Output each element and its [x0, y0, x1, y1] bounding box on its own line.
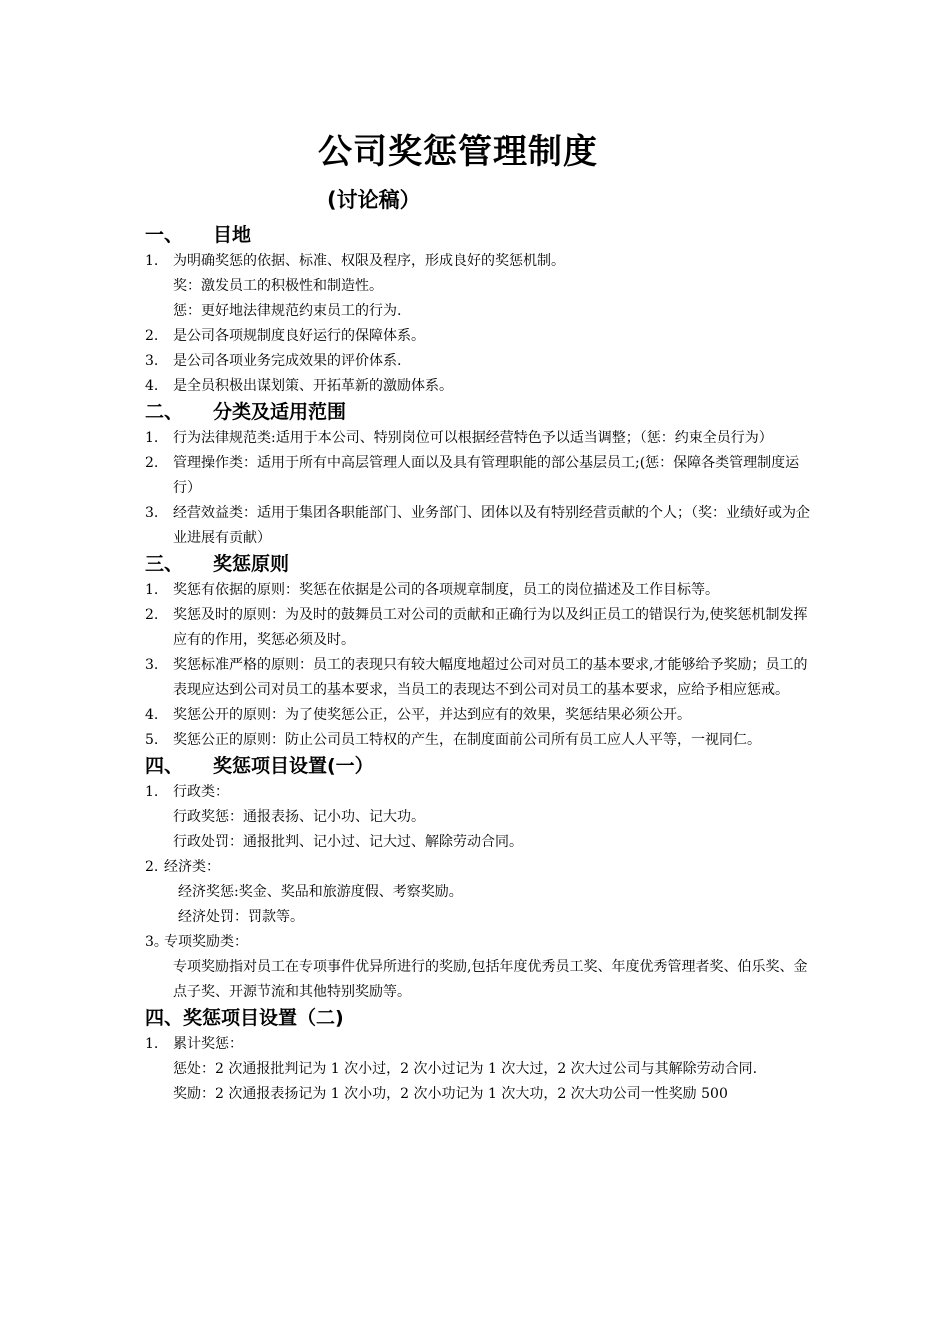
list-item: 3。专项奖励类： — [145, 934, 248, 950]
list-item: 2. 管理操作类：适用于所有中高层管理人面以及具有管理职能的部公基层员工;(惩：保障各类管理制度运行） — [145, 455, 800, 496]
list-subitem: 惩：更好地法律规范约束员工的行为. — [173, 303, 402, 319]
list-subitem: 专项奖励指对员工在专项事件优异所进行的奖励,包括年度优秀员工奖、年度优秀管理者奖、伯乐奖、金点子奖、开源节流和其他特别奖励等。 — [173, 959, 808, 1000]
list-item: 3. 奖惩标准严格的原则：员工的表现只有较大幅度地超过公司对员工的基本要求,才能够给予奖励；员工的表现应达到公司对员工的基本要求，当员工的表现达不到公司对员工的基本要求，应给予相应惩戒。 — [145, 657, 808, 698]
list-item: 3. 是公司各项业务完成效果的评价体系. — [145, 353, 402, 369]
list-subitem: 经济奖惩:奖金、奖品和旅游度假、考察奖励。 — [178, 884, 463, 900]
document-subtitle: (讨论稿） — [327, 188, 421, 212]
list-item: 4. 奖惩公开的原则：为了使奖惩公正，公平，并达到应有的效果，奖惩结果必须公开。 — [145, 707, 691, 723]
section-heading-principles: 三、 奖惩原则 — [145, 553, 290, 575]
list-subitem: 行政奖惩：通报表扬、记小功、记大功。 — [173, 809, 425, 825]
list-subitem: 奖励：2 次通报表扬记为 1 次小功，2 次小功记为 1 次大功，2 次大功公司一性奖励 500 — [173, 1086, 728, 1102]
list-subitem: 奖：激发员工的积极性和制造性。 — [173, 278, 383, 294]
list-item: 4. 是全员积极出谋划策、开拓革新的激励体系。 — [145, 378, 453, 394]
section-heading-purpose: 一、 目地 — [145, 224, 252, 246]
list-item: 1. 奖惩有依据的原则：奖惩在依据是公司的各项规章制度，员工的岗位描述及工作目标等。 — [145, 582, 719, 598]
list-subitem: 经济处罚：罚款等。 — [178, 909, 304, 925]
list-item: 1. 行为法律规范类:适用于本公司、特别岗位可以根据经营特色予以适当调整；（惩：约束全员行为） — [145, 430, 773, 446]
list-item: 5. 奖惩公正的原则：防止公司员工特权的产生，在制度面前公司所有员工应人人平等，一视同仁。 — [145, 732, 761, 748]
list-subitem: 行政处罚：通报批判、记小过、记大过、解除劳动合同。 — [173, 834, 523, 850]
document-body — [145, 222, 810, 1107]
list-item: 1. 累计奖惩： — [145, 1036, 243, 1052]
section-heading-scope: 二、 分类及适用范围 — [145, 401, 347, 423]
section-heading-items-1: 四、 奖惩项目设置(一） — [145, 755, 374, 777]
list-subitem: 惩处：2 次通报批判记为 1 次小过，2 次小过记为 1 次大过，2 次大过公司与其解除劳动合同. — [173, 1061, 758, 1077]
list-item: 2. 经济类： — [145, 859, 220, 875]
list-item: 1. 为明确奖惩的依据、标准、权限及程序，形成良好的奖惩机制。 — [145, 253, 565, 269]
section-heading-items-2: 四、奖惩项目设置（二) — [145, 1007, 344, 1029]
list-item: 2. 奖惩及时的原则：为及时的鼓舞员工对公司的贡献和正确行为以及纠正员工的错误行为,使奖惩机制发挥应有的作用，奖惩必须及时。 — [145, 607, 808, 648]
list-item: 2. 是公司各项规制度良好运行的保障体系。 — [145, 328, 425, 344]
document-title: 公司奖惩管理制度 — [318, 132, 598, 172]
list-item: 1. 行政类： — [145, 784, 229, 800]
list-item: 3. 经营效益类：适用于集团各职能部门、业务部门、团体以及有特别经营贡献的个人；（奖：业绩好或为企业进展有贡献） — [145, 505, 810, 546]
